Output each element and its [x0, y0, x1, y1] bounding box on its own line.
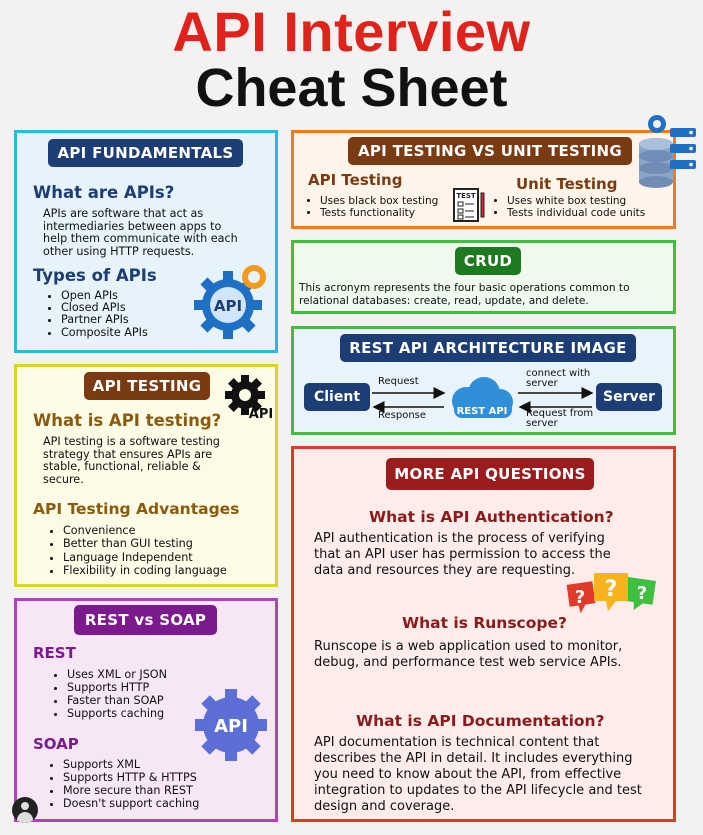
- list-item: • Closed APIs: [61, 302, 148, 314]
- list-item: • Partner APIs: [61, 314, 148, 326]
- list-item: • Supports XML: [63, 758, 199, 771]
- rest-arch-card: [291, 326, 676, 435]
- list-item: • More secure than REST: [63, 784, 199, 797]
- rest-arch-badge: REST API ARCHITECTURE IMAGE: [340, 334, 636, 362]
- what-apis-text: APIs are software that act as intermediaries between apps to help them communicate with each other using HTTP requests.: [43, 207, 238, 258]
- database-server-icon: [636, 114, 698, 188]
- title-line-1: API Interview: [172, 0, 531, 63]
- testing-vs-unit-badge: API TESTING VS UNIT TESTING: [348, 137, 632, 165]
- what-apis-heading: What are APIs?: [33, 183, 175, 202]
- avatar[interactable]: [12, 797, 38, 823]
- avatar-body: [17, 812, 33, 823]
- rest-list: [51, 668, 167, 720]
- types-apis-list: [45, 290, 148, 339]
- more-questions-badge: MORE API QUESTIONS: [386, 458, 594, 490]
- fundamentals-card: [14, 130, 278, 353]
- list-item: • Faster than SOAP: [67, 694, 167, 707]
- list-item: • Flexibility in coding language: [63, 564, 227, 577]
- runscope-heading: What is Runscope?: [402, 614, 567, 632]
- documentation-text: API documentation is technical content that describes the API in detail. It includes everything you need to know about the API, from effective integration to updates to the API lifecycle and test design and coverage.: [314, 735, 642, 814]
- svg-text:?: ?: [636, 583, 648, 604]
- crud-text: This acronym represents the four basic operations common to relational databases: create, read, update, and delete.: [299, 282, 630, 307]
- list-item: • Supports HTTP: [67, 681, 167, 694]
- svg-text:API: API: [213, 297, 243, 315]
- list-item: • Convenience: [63, 524, 227, 537]
- client-node: Client: [304, 383, 370, 411]
- list-item: • Uses XML or JSON: [67, 668, 167, 681]
- api-gear-icon: [191, 685, 271, 765]
- types-apis-heading: Types of APIs: [33, 266, 157, 285]
- list-item: • Supports caching: [67, 707, 167, 720]
- cloud-label: REST API: [456, 406, 508, 417]
- unit-testing-list: [491, 195, 645, 219]
- unit-testing-subheading: Unit Testing: [516, 175, 618, 193]
- title-line-2: Cheat Sheet: [195, 58, 508, 118]
- api-testing-subheading: API Testing: [308, 171, 403, 189]
- list-item: • Language Independent: [63, 551, 227, 564]
- runscope-text: Runscope is a web application used to monitor, debug, and performance test web service APIs.: [314, 639, 623, 670]
- documentation-heading: What is API Documentation?: [356, 712, 605, 730]
- what-is-api-testing-heading: What is API testing?: [33, 411, 222, 430]
- api-testing-card: [14, 364, 278, 587]
- list-item: • Uses white box testing: [507, 195, 645, 207]
- advantages-list: [47, 524, 227, 577]
- soap-list: [47, 758, 199, 810]
- what-is-api-testing-text: API testing is a software testing strategy that ensures APIs are stable, functional, reliable & secure.: [43, 435, 220, 486]
- testing-vs-unit-card: [291, 130, 676, 229]
- svg-text:TEST: TEST: [456, 192, 476, 200]
- api-testing-list: [304, 195, 438, 219]
- svg-text:API: API: [214, 716, 248, 737]
- rest-heading: REST: [33, 644, 76, 662]
- list-item: • Doesn't support caching: [63, 797, 199, 810]
- response-label: Response: [378, 410, 427, 421]
- list-item: • Better than GUI testing: [63, 537, 227, 550]
- question-bubbles-icon: [566, 569, 664, 619]
- api-gear-icon: [192, 261, 272, 341]
- list-item: • Supports HTTP & HTTPS: [63, 771, 199, 784]
- server-node: Server: [596, 383, 662, 411]
- auth-heading: What is API Authentication?: [369, 508, 614, 526]
- advantages-heading: API Testing Advantages: [33, 500, 240, 518]
- api-settings-icon: [223, 373, 277, 423]
- rest-soap-badge: REST vs SOAP: [74, 605, 217, 635]
- api-testing-badge: API TESTING: [84, 372, 210, 400]
- svg-text:API: API: [248, 407, 274, 422]
- rest-soap-card: [14, 598, 278, 822]
- more-questions-card: [291, 446, 676, 822]
- list-item: • Uses black box testing: [320, 195, 438, 207]
- svg-text:?: ?: [604, 577, 618, 602]
- list-item: • Tests individual code units: [507, 207, 645, 219]
- avatar-head: [21, 802, 29, 810]
- crud-badge: CRUD: [455, 247, 521, 275]
- request-from-label: Request from server: [526, 408, 594, 429]
- list-item: • Open APIs: [61, 290, 148, 302]
- test-clipboard-icon: [452, 187, 488, 225]
- auth-text: API authentication is the process of verifying that an API user has permission to access the data and resources they are requesting.: [314, 531, 611, 578]
- fundamentals-badge: API FUNDAMENTALS: [48, 139, 243, 167]
- list-item: • Tests functionality: [320, 207, 438, 219]
- request-label: Request: [378, 376, 419, 387]
- connect-label: connect with server: [526, 368, 591, 389]
- soap-heading: SOAP: [33, 735, 79, 753]
- list-item: • Composite APIs: [61, 327, 148, 339]
- crud-card: [291, 240, 676, 314]
- svg-text:?: ?: [574, 587, 586, 608]
